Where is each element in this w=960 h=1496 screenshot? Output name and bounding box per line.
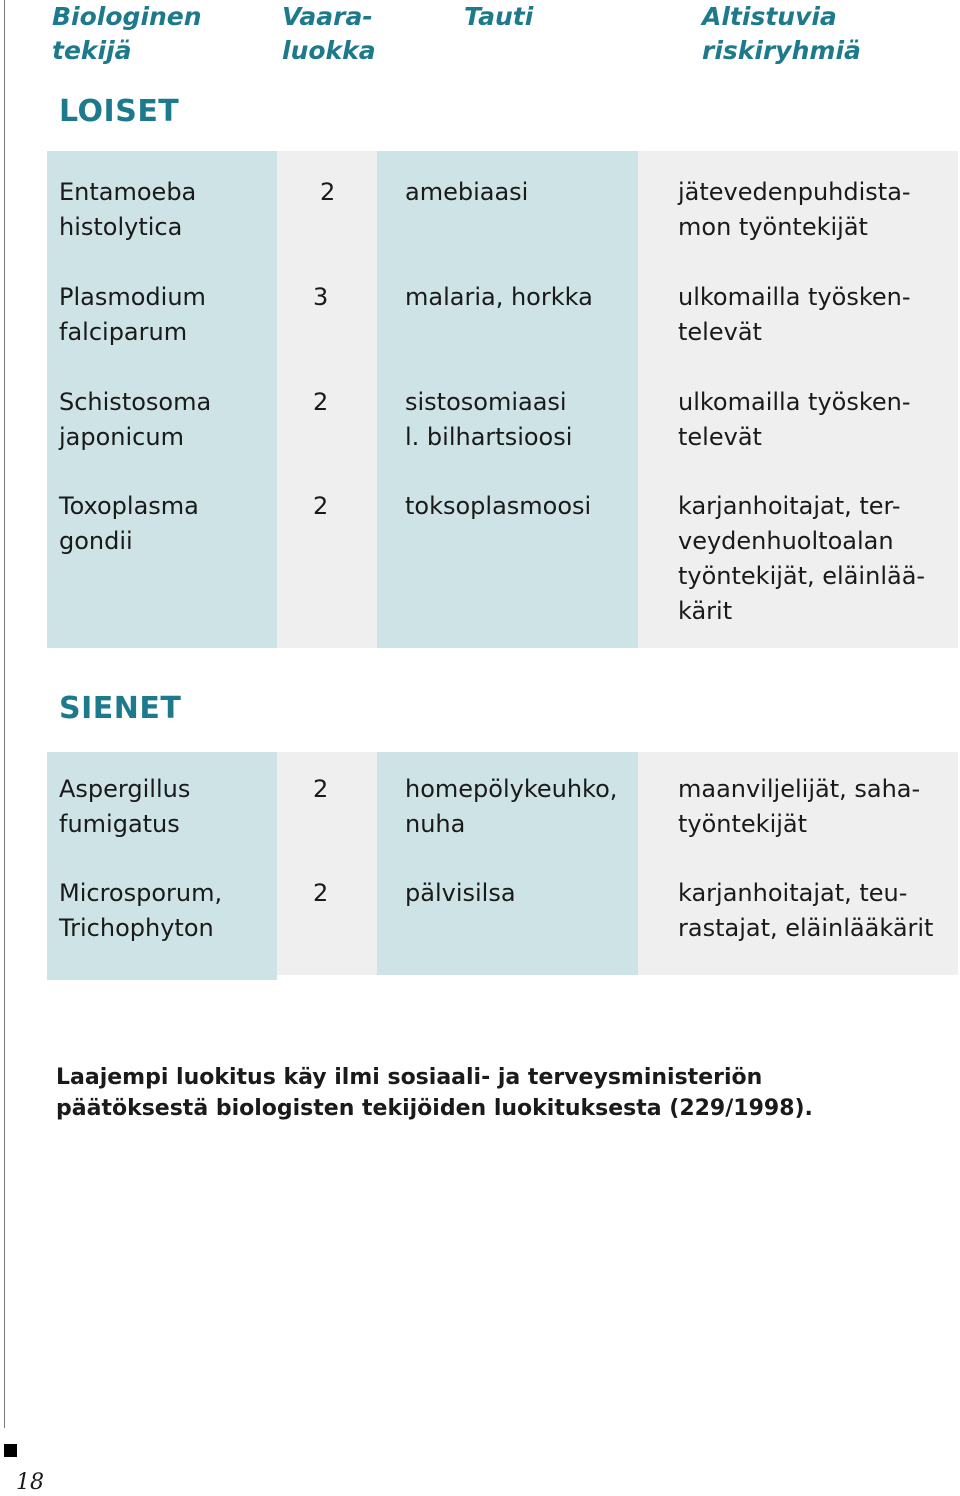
agent-cell: Toxoplasma gondii (59, 492, 199, 555)
header-biological-agent: Biologinen tekijä (52, 2, 202, 65)
hazard-class-cell: 3 (313, 283, 329, 311)
agent-cell: Entamoeba histolytica (59, 178, 197, 241)
agent-cell: Aspergillus fumigatus (59, 775, 191, 838)
risk-group-cell: maanviljelijät, saha- työntekijät (678, 775, 921, 838)
risk-group-cell: jätevedenpuhdista- mon työntekijät (678, 178, 911, 241)
hazard-class-cell: 2 (313, 879, 329, 907)
page-number: 18 (16, 1470, 44, 1495)
hazard-class-cell: 2 (313, 388, 329, 416)
risk-group-cell: karjanhoitajat, teu- rastajat, eläinlääkärit (678, 879, 934, 942)
disease-cell: amebiaasi (405, 178, 529, 206)
agent-cell: Schistosoma japonicum (59, 388, 212, 451)
disease-cell: toksoplasmoosi (405, 492, 592, 520)
section-title-loiset: LOISET (59, 94, 180, 129)
agent-cell: Plasmodium falciparum (59, 283, 206, 346)
risk-group-cell: ulkomailla työsken- televät (678, 388, 911, 451)
header-risk-groups: Altistuvia riskiryhmiä (702, 2, 861, 65)
header-hazard-class: Vaara- luokka (282, 2, 376, 65)
disease-cell: homepölykeuhko, nuha (405, 775, 618, 838)
page-margin-line (4, 0, 5, 1428)
disease-cell: sistosomiaasi l. bilhartsioosi (405, 388, 573, 451)
section-title-sienet: SIENET (59, 691, 182, 726)
risk-group-cell: ulkomailla työsken- televät (678, 283, 911, 346)
page-marker-square (4, 1444, 17, 1457)
hazard-class-cell: 2 (313, 492, 329, 520)
disease-cell: malaria, horkka (405, 283, 593, 311)
agent-cell: Microsporum, Trichophyton (59, 879, 223, 942)
footnote: Laajempi luokitus käy ilmi sosiaali- ja terveysministeriön päätöksestä biologisten tekijöiden luokituksesta (229/1998). (56, 1065, 813, 1121)
hazard-class-cell: 2 (313, 775, 329, 803)
risk-group-cell: karjanhoitajat, ter- veydenhuoltoalan työntekijät, eläinlää- kärit (678, 492, 926, 625)
header-disease: Tauti (464, 2, 534, 31)
disease-cell: pälvisilsa (405, 879, 516, 907)
hazard-class-cell: 2 (320, 178, 336, 206)
